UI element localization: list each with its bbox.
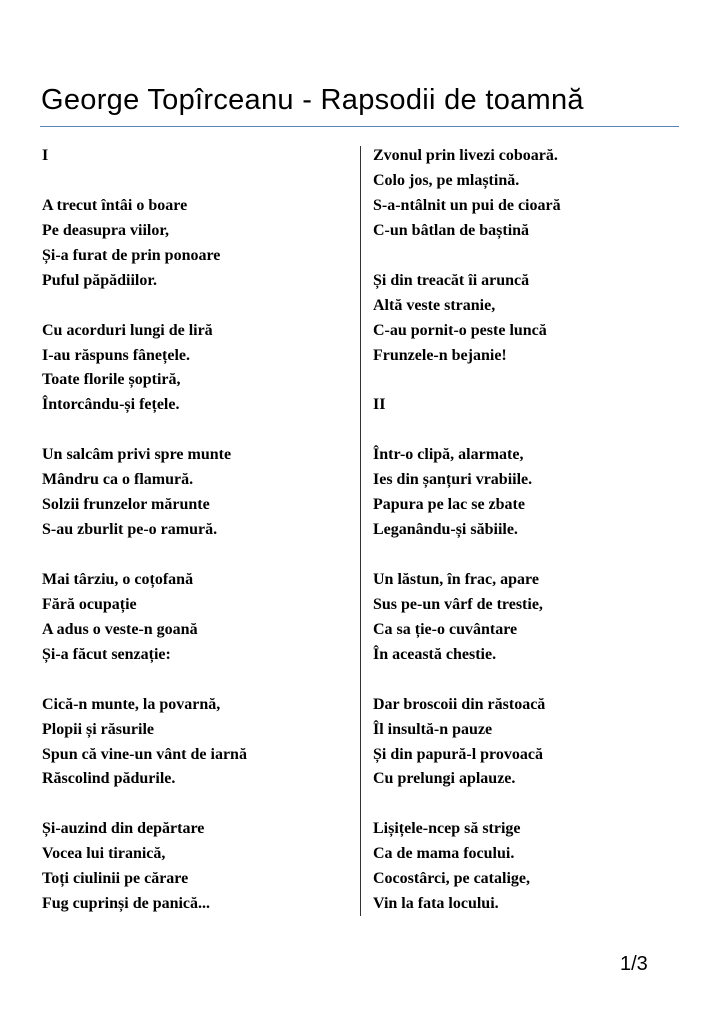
poem-line: Întorcându-și fețele. <box>42 396 180 414</box>
poem-line: II <box>373 396 386 414</box>
poem-line: Zvonul prin livezi coboară. <box>373 147 558 164</box>
poem-line: S-au zburlit pe-o ramură. <box>42 521 218 539</box>
document-title: George Topîrceanu - Rapsodii de toamnă <box>41 84 584 116</box>
poem-line: Și-auzind din depărtare <box>42 820 205 838</box>
poem-line: Vocea lui tiranică, <box>42 845 166 863</box>
poem-line: Solzii frunzelor mărunte <box>42 496 210 514</box>
poem-line: Frunzele-n bejanie! <box>373 346 507 364</box>
poem-line <box>373 543 683 568</box>
poem-line: Un lăstun, în frac, apare <box>373 570 539 588</box>
page-number: 1/3 <box>620 953 648 975</box>
poem-line: Spun că vine-un vânt de iarnă <box>42 745 247 763</box>
poem-right-column <box>373 144 683 917</box>
poem-line: Fără ocupație <box>42 595 137 613</box>
poem-line: Leganându-și săbiile. <box>373 521 518 539</box>
poem-line: Toate florile șoptiră, <box>42 371 181 389</box>
poem-line: Altă veste stranie, <box>373 296 496 314</box>
poem-line <box>373 368 683 393</box>
poem-line: Și din treacăt îi aruncă <box>373 271 530 289</box>
poem-line: Cu prelungi aplauze. <box>373 770 516 788</box>
poem-line: Sus pe-un vârf de trestie, <box>373 595 543 613</box>
poem-left-column <box>42 144 352 917</box>
poem-line <box>42 543 352 568</box>
poem-line: Plopii și răsurile <box>42 720 154 738</box>
poem-line <box>42 418 352 443</box>
poem-line <box>373 244 683 269</box>
poem-line: A adus o veste-n goană <box>42 620 198 638</box>
poem-line: Cu acorduri lungi de liră <box>42 321 213 339</box>
poem-line: A trecut întâi o boare <box>42 196 188 214</box>
poem-line: Ca de mama focului. <box>373 845 515 863</box>
poem-line: Și-a furat de prin ponoare <box>42 246 221 264</box>
poem-line: Și-a făcut senzație: <box>42 645 171 663</box>
poem-line: Lișițele-ncep să strige <box>373 820 521 838</box>
poem-line: Fug cuprinși de panică... <box>42 895 211 913</box>
poem-line: C-au pornit-o peste luncă <box>373 321 547 339</box>
poem-line: I <box>42 147 49 164</box>
poem-line: Ies din șanțuri vrabiile. <box>373 471 533 489</box>
poem-line <box>373 668 683 693</box>
poem-line: Pe deasupra viilor, <box>42 221 169 239</box>
poem-line <box>373 792 683 817</box>
poem-line: Toți ciulinii pe cărare <box>42 870 189 888</box>
poem-line <box>42 294 352 319</box>
poem-line <box>42 668 352 693</box>
poem-line: Mai târziu, o coțofană <box>42 570 194 588</box>
poem-line: S-a-ntâlnit un pui de cioară <box>373 196 561 214</box>
poem-line: Puful păpădiilor. <box>42 271 158 289</box>
poem-line: Vin la fata locului. <box>373 895 499 913</box>
column-divider <box>360 146 361 916</box>
poem-line: Și din papură-l provoacă <box>373 745 543 763</box>
poem-line: Dar broscoii din răstoacă <box>373 695 546 713</box>
poem-line: Îl insultă-n pauze <box>373 720 493 738</box>
poem-line: Ca sa ție-o cuvântare <box>373 620 518 638</box>
poem-line: Într-o clipă, alarmate, <box>373 446 524 464</box>
poem-line <box>42 169 352 194</box>
poem-line: Cică-n munte, la povarnă, <box>42 695 221 713</box>
poem-line <box>42 792 352 817</box>
poem-line: În această chestie. <box>373 645 497 663</box>
poem-line: Colo jos, pe mlaștină. <box>373 171 520 189</box>
poem-line: Papura pe lac se zbate <box>373 496 525 514</box>
poem-line <box>373 418 683 443</box>
poem-line: Răscolind pădurile. <box>42 770 176 788</box>
title-underline <box>40 126 679 127</box>
poem-line: C-un bâtlan de baștină <box>373 221 530 239</box>
poem-line: Mândru ca o flamură. <box>42 471 194 489</box>
poem-line: I-au răspuns fânețele. <box>42 346 191 364</box>
poem-line: Un salcâm privi spre munte <box>42 446 232 464</box>
poem-line: Cocostârci, pe catalige, <box>373 870 530 888</box>
